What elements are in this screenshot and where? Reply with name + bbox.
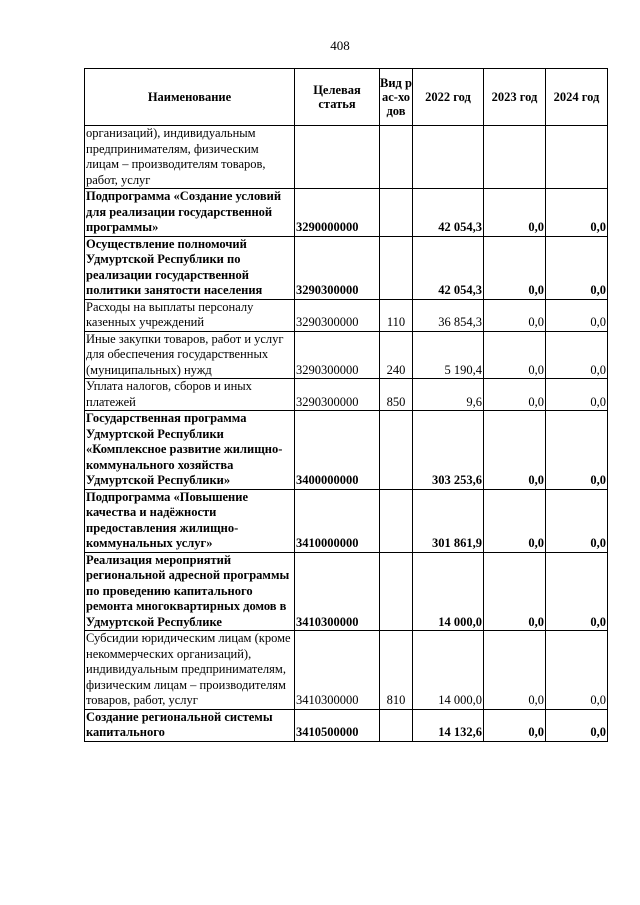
cell-target-article: 3400000000 [295,411,380,490]
cell-2022 [413,126,484,189]
cell-2022: 14 000,0 [413,631,484,710]
cell-expense-type [380,189,413,237]
table-row [85,236,608,299]
cell-2024: 0,0 [546,709,608,741]
cell-target-article: 3290300000 [295,331,380,379]
cell-2023: 0,0 [484,631,546,710]
cell-2022: 303 253,6 [413,411,484,490]
cell-2024: 0,0 [546,189,608,237]
cell-2023: 0,0 [484,709,546,741]
cell-name: Иные закупки товаров, работ и услуг для обеспечения государственных (муниципальных) нужд [85,331,295,379]
table-row [85,126,608,189]
cell-expense-type [380,411,413,490]
header-expense-type: Вид рас-ходов [380,69,413,126]
cell-2024: 0,0 [546,236,608,299]
header-name: Наименование [85,69,295,126]
cell-expense-type [380,236,413,299]
cell-target-article: 3290300000 [295,236,380,299]
cell-2022: 36 854,3 [413,299,484,331]
cell-2024: 0,0 [546,489,608,552]
cell-expense-type [380,709,413,741]
table-row [85,379,608,411]
page-number: 408 [330,38,350,53]
cell-target-article: 3290300000 [295,299,380,331]
header-2023: 2023 год [484,69,546,126]
table-row [85,189,608,237]
cell-expense-type: 810 [380,631,413,710]
cell-expense-type [380,489,413,552]
table-header-row [85,69,608,126]
cell-expense-type: 850 [380,379,413,411]
cell-2024: 0,0 [546,379,608,411]
header-2024: 2024 год [546,69,608,126]
cell-target-article [295,126,380,189]
cell-expense-type: 240 [380,331,413,379]
cell-2022: 42 054,3 [413,236,484,299]
cell-2024: 0,0 [546,331,608,379]
table-row [85,552,608,631]
cell-name: Подпрограмма «Повышение качества и надёжности предоставления жилищно-коммунальных услуг» [85,489,295,552]
cell-target-article: 3410000000 [295,489,380,552]
cell-2024: 0,0 [546,552,608,631]
cell-2023: 0,0 [484,379,546,411]
cell-2024 [546,126,608,189]
cell-2024: 0,0 [546,631,608,710]
cell-2023: 0,0 [484,299,546,331]
table-row [85,299,608,331]
cell-expense-type [380,552,413,631]
cell-name: Реализация мероприятий региональной адресной программы по проведению капитального ремонта многоквартирных домов в Удмуртской Республике [85,552,295,631]
cell-expense-type [380,126,413,189]
table-row [85,709,608,741]
table-row [85,489,608,552]
cell-target-article: 3410500000 [295,709,380,741]
cell-expense-type: 110 [380,299,413,331]
cell-name: Уплата налогов, сборов и иных платежей [85,379,295,411]
cell-name: организаций), индивидуальным предпринимателям, физическим лицам – производителям товаров, работ, услуг [85,126,295,189]
table-row [85,411,608,490]
cell-target-article: 3290000000 [295,189,380,237]
cell-target-article: 3290300000 [295,379,380,411]
cell-2023: 0,0 [484,236,546,299]
cell-2022: 42 054,3 [413,189,484,237]
cell-target-article: 3410300000 [295,552,380,631]
cell-2022: 301 861,9 [413,489,484,552]
cell-2024: 0,0 [546,411,608,490]
cell-name: Осуществление полномочий Удмуртской Республики по реализации государственной политики занятости населения [85,236,295,299]
table-row [85,631,608,710]
cell-target-article: 3410300000 [295,631,380,710]
cell-name: Создание региональной системы капитального [85,709,295,741]
cell-2023: 0,0 [484,552,546,631]
cell-2023: 0,0 [484,489,546,552]
cell-2024: 0,0 [546,299,608,331]
header-2022: 2022 год [413,69,484,126]
cell-name: Подпрограмма «Создание условий для реализации государственной программы» [85,189,295,237]
header-target-article: Целевая статья [295,69,380,126]
table-body [85,126,608,742]
budget-table [84,68,608,742]
cell-2023: 0,0 [484,411,546,490]
cell-2022: 14 132,6 [413,709,484,741]
cell-2023: 0,0 [484,189,546,237]
cell-name: Субсидии юридическим лицам (кроме некоммерческих организаций), индивидуальным предпринимателям, физическим лицам – производителям товаров, работ, услуг [85,631,295,710]
cell-2023: 0,0 [484,331,546,379]
cell-2022: 5 190,4 [413,331,484,379]
cell-name: Государственная программа Удмуртской Республики «Комплексное развитие жилищно-коммунального хозяйства Удмуртской Республики» [85,411,295,490]
cell-2022: 9,6 [413,379,484,411]
cell-2022: 14 000,0 [413,552,484,631]
cell-name: Расходы на выплаты персоналу казенных учреждений [85,299,295,331]
table-row [85,331,608,379]
cell-2023 [484,126,546,189]
